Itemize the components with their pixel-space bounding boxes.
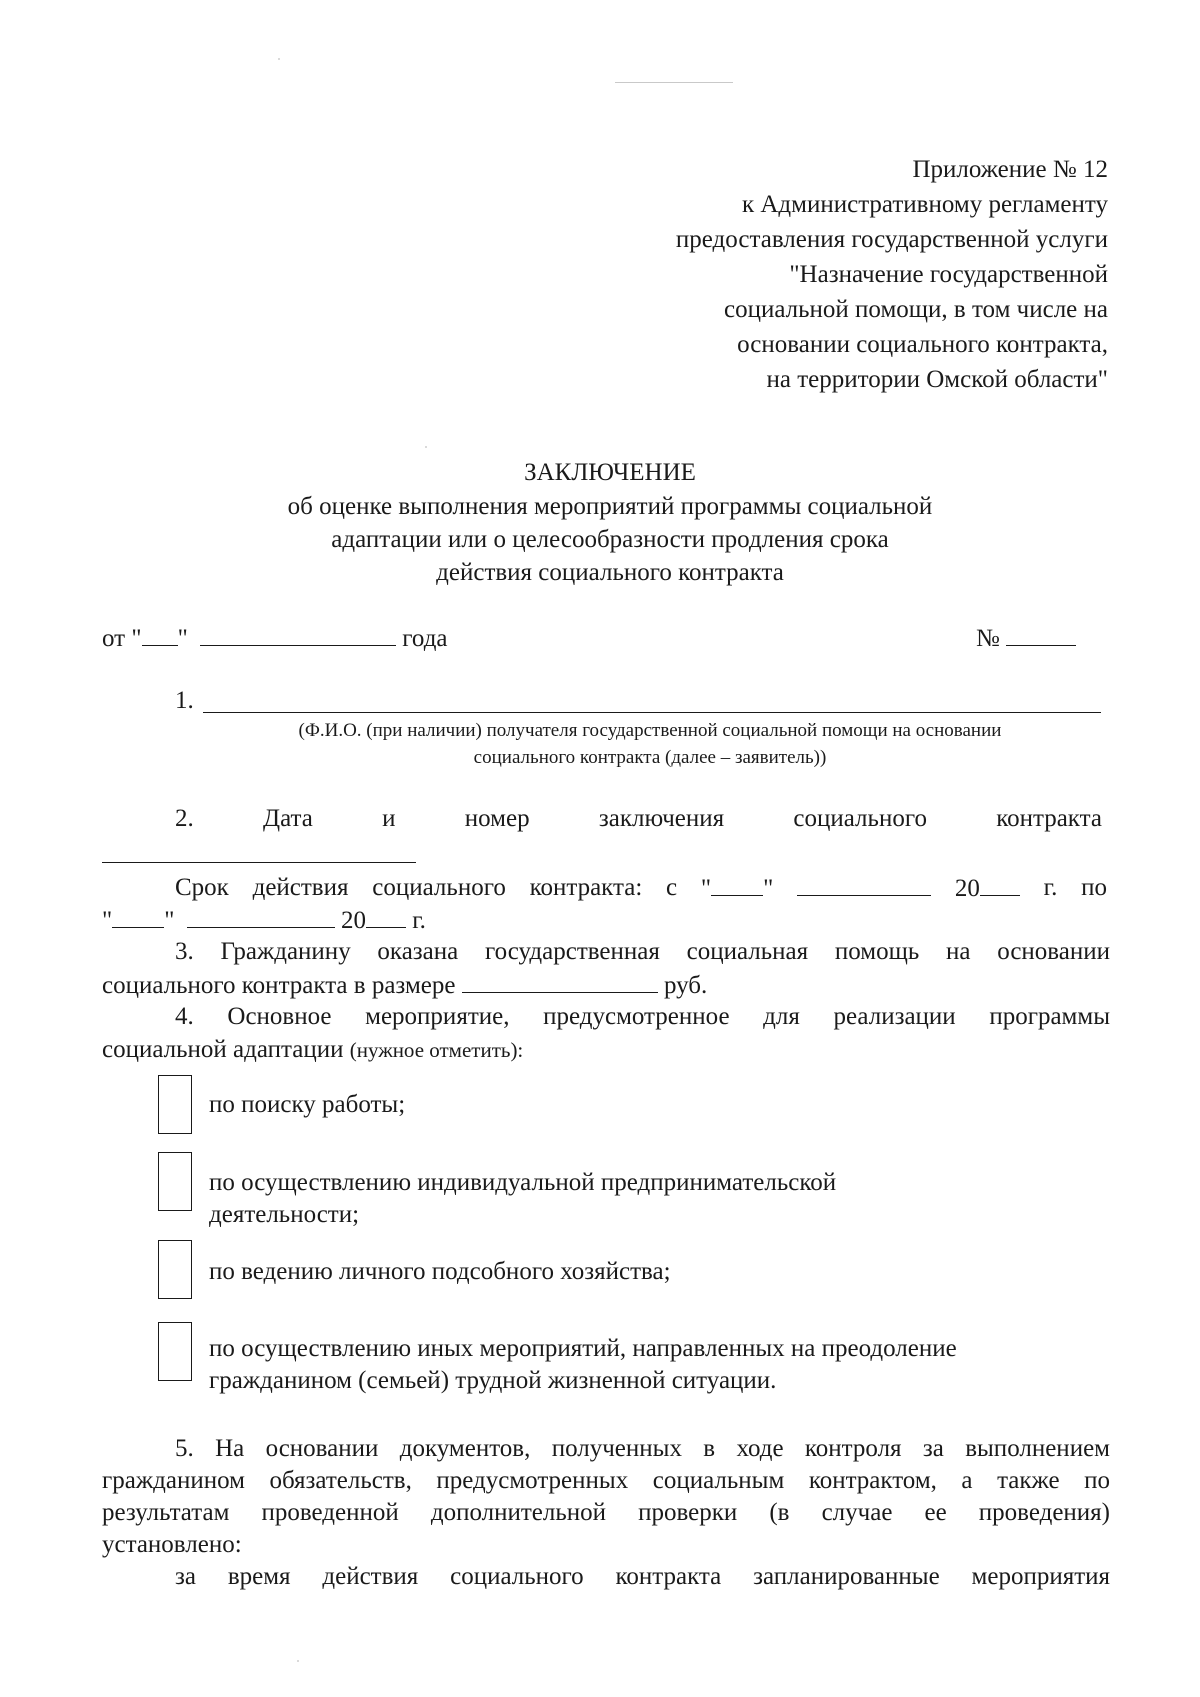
term-line (175, 872, 1107, 905)
term-word: социального (372, 874, 506, 901)
scan-artifact-dot (297, 1660, 299, 1662)
option-checkbox-entrepreneurship[interactable] (158, 1152, 192, 1211)
term-word: Срок (175, 874, 229, 901)
appendix-line: Приложение № 12 (912, 156, 1108, 183)
item3-line: 3. Гражданину оказана государственная социальная помощь на основании (175, 938, 1110, 965)
appendix-line: социальной помощи, в том числе на (724, 296, 1108, 323)
option-label: по ведению личного подсобного хозяйства; (209, 1258, 671, 1285)
term-word: контракта: (529, 874, 643, 901)
item3-suffix: руб. (663, 972, 708, 999)
option-label: деятельности; (209, 1201, 360, 1228)
document-title (100, 456, 1120, 589)
item5-line: установлено: (102, 1531, 242, 1558)
option-label: по поиску работы; (209, 1091, 406, 1118)
appendix-line: на территории Омской области" (766, 366, 1108, 393)
term-end-month-blank[interactable] (187, 904, 335, 928)
title-subtitle-line: адаптации или о целесообразности продления срока (331, 526, 889, 553)
term-po: по (1081, 874, 1107, 901)
date-from-label: от " (102, 625, 142, 652)
amount-blank[interactable] (462, 969, 658, 993)
term-end-day-blank[interactable] (112, 904, 164, 928)
title-subtitle-line: об оценке выполнения мероприятий программы социальной (287, 493, 933, 520)
term-end-quote-open: " (102, 907, 113, 934)
item1-caption-line: социального контракта (далее – заявитель)) (473, 747, 827, 768)
item2-word: и (382, 805, 396, 832)
term-year-suffix: г. (1043, 874, 1058, 901)
term-quote-open: " (700, 875, 712, 902)
title-main: ЗАКЛЮЧЕНИЕ (524, 459, 696, 486)
term-quote-close: " (763, 875, 774, 902)
option-label: по осуществлению иных мероприятий, направленных на преодоление (209, 1335, 957, 1362)
option-label: гражданином (семьей) трудной жизненной ситуации. (209, 1367, 777, 1394)
applicant-name-blank[interactable] (203, 712, 1101, 713)
option-checkbox-household[interactable] (158, 1240, 192, 1299)
option-label: по осуществлению индивидуальной предпринимательской (209, 1169, 837, 1196)
item1-caption-line: (Ф.И.О. (при наличии) получателя государственной социальной помощи на основании (298, 720, 1002, 741)
item2-word: Дата (263, 805, 313, 832)
date-quote-close: " (177, 625, 188, 652)
option-checkbox-other[interactable] (158, 1322, 192, 1381)
appendix-line: предоставления государственной услуги (675, 226, 1108, 253)
contract-date-number-blank[interactable] (102, 862, 416, 863)
term-end-line (102, 904, 426, 937)
number-field (976, 622, 1076, 655)
scan-artifact-line (615, 82, 733, 83)
term-start-day-blank[interactable] (711, 872, 763, 896)
item4-line: 4. Основное мероприятие, предусмотренное для реализации программы (175, 1003, 1110, 1030)
day-blank[interactable] (142, 622, 178, 646)
item4-main: социальной адаптации (102, 1036, 344, 1063)
item4-note: (нужное отметить): (349, 1038, 524, 1062)
appendix-line: к Административному регламенту (741, 191, 1108, 218)
term-word: действия (252, 874, 349, 901)
month-year-blank[interactable] (200, 622, 396, 646)
item5-line: результатам проведенной дополнительной проверки (в случае ее проведения) (102, 1499, 1110, 1526)
item5-line: за время действия социального контракта запланированные мероприятия (175, 1563, 1110, 1590)
term-end-suffix: г. (412, 907, 426, 934)
item4-line2 (102, 1034, 523, 1066)
scan-artifact-dot (425, 446, 427, 448)
appendix-header (676, 152, 1108, 397)
option-checkbox-job-search[interactable] (158, 1075, 192, 1134)
scan-artifact-dot (278, 58, 280, 60)
number-blank[interactable] (1006, 622, 1076, 646)
item2-word: социального (793, 805, 927, 832)
item3-prefix: социального контракта в размере (102, 972, 456, 999)
appendix-line: "Назначение государственной (789, 261, 1108, 288)
term-end-year-blank[interactable] (366, 904, 406, 928)
item1-number: 1. (175, 687, 194, 714)
item2-word: контракта (996, 805, 1102, 832)
term-end-century: 20 (340, 907, 366, 934)
term-century: 20 (954, 875, 980, 902)
item3-amount-line (102, 969, 707, 1002)
appendix-line: основании социального контракта, (737, 331, 1108, 358)
item5-line: 5. На основании документов, полученных в ходе контроля за выполнением (175, 1435, 1110, 1462)
term-end-quote-close: " (164, 907, 175, 934)
item5-line: гражданином обязательств, предусмотренных социальным контрактом, а также по (102, 1467, 1110, 1494)
term-word: с (666, 874, 678, 901)
date-row (102, 622, 448, 655)
item2-line (175, 803, 1102, 835)
item2-word: 2. (175, 805, 194, 832)
title-subtitle-line: действия социального контракта (436, 559, 784, 586)
term-start-year-blank[interactable] (980, 872, 1020, 896)
number-label: № (976, 625, 1000, 652)
date-year-label: года (402, 625, 448, 652)
item2-word: заключения (598, 805, 725, 832)
item2-word: номер (464, 805, 530, 832)
term-start-month-blank[interactable] (797, 872, 931, 896)
